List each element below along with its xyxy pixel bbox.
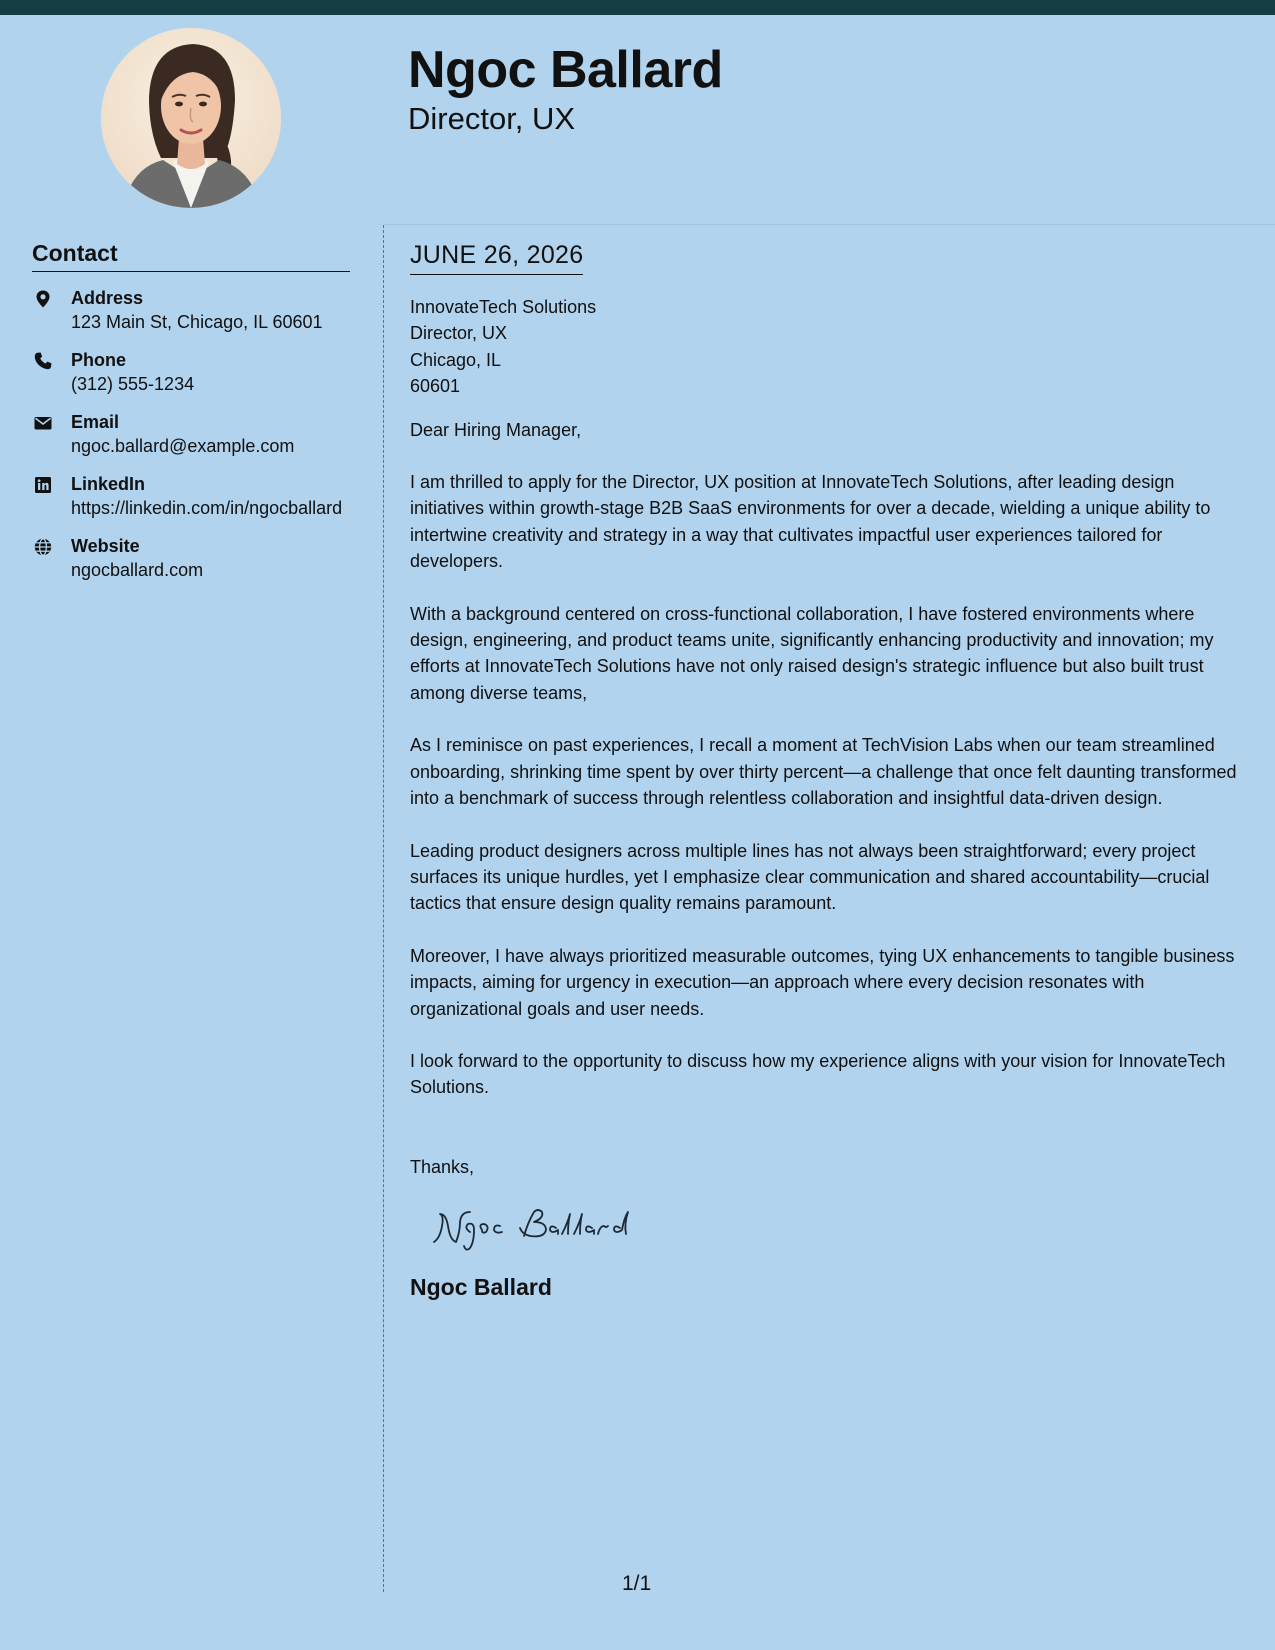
contact-item-phone — [32, 348, 350, 396]
letter-paragraph: I look forward to the opportunity to discuss how my experience aligns with your vision for InnovateTech Solutions. — [410, 1050, 1226, 1098]
linkedin-value[interactable]: https://linkedin.com/in/ngocballard — [71, 497, 343, 518]
contact-item-address — [32, 286, 350, 334]
candidate-name: Ngoc Ballard — [408, 41, 723, 99]
contact-heading: Contact — [32, 240, 350, 272]
email-value[interactable]: ngoc.ballard@example.com — [71, 435, 295, 456]
contact-label: LinkedIn — [71, 473, 146, 494]
contact-label: Email — [71, 411, 120, 432]
recipient-position: Director, UX — [410, 323, 508, 344]
salutation: Dear Hiring Manager, — [410, 419, 582, 440]
page-number: 1/1 — [622, 1572, 652, 1595]
contact-list — [32, 286, 350, 582]
contact-label: Phone — [71, 349, 127, 370]
letter-paragraph: With a background centered on cross-functional collaboration, I have fostered environments where design, engineering, and product teams unite, significantly enhancing productivity and innovation; my efforts at InnovateTech Solutions have not only raised design's strategic influence but also built trust among diverse teams, — [410, 603, 1214, 703]
website-value[interactable]: ngocballard.com — [71, 559, 204, 580]
column-divider — [383, 225, 384, 1592]
linkedin-icon — [33, 475, 53, 495]
candidate-title: Director, UX — [408, 101, 576, 136]
recipient-city: Chicago, IL — [410, 349, 502, 370]
map-pin-icon — [33, 289, 53, 309]
signed-name: Ngoc Ballard — [410, 1274, 552, 1301]
letter-paragraph: Moreover, I have always prioritized measurable outcomes, tying UX enhancements to tangible business impacts, aiming for urgency in execution—an approach where every decision resonates with organizational goals and user needs. — [410, 945, 1235, 1019]
contact-item-website — [32, 534, 350, 582]
letter-paragraph: As I reminisce on past experiences, I recall a moment at TechVision Labs when our team streamlined onboarding, shrinking time spent by over thirty percent—a challenge that once felt daunting transformed into a benchmark of success through relentless collaboration and insightful data-driven design. — [410, 735, 1237, 809]
recipient-block — [410, 294, 1250, 400]
top-bar — [0, 0, 1275, 15]
handwritten-signature — [430, 1202, 1250, 1254]
recipient-company: InnovateTech Solutions — [410, 297, 597, 317]
closing: Thanks, — [410, 1156, 475, 1177]
address-value: 123 Main St, Chicago, IL 60601 — [71, 311, 323, 332]
cover-letter — [410, 240, 1250, 1301]
letter-paragraph: I am thrilled to apply for the Director, UX position at InnovateTech Solutions, after leading design initiatives within growth-stage B2B SaaS environments for over a decade, wielding a unique ability to intertwine creativity and strategy in a way that cultivates impactful user experiences tailored for developers. — [410, 472, 1211, 572]
phone-value: (312) 555-1234 — [71, 373, 195, 394]
letter-paragraph: Leading product designers across multiple lines has not always been straightforward; every project surfaces its unique hurdles, yet I emphasize clear communication and shared accountability—crucial tactics that ensure design quality remains paramount. — [410, 840, 1210, 914]
contact-label: Address — [71, 287, 144, 308]
contact-sidebar — [32, 240, 350, 596]
globe-icon — [33, 537, 53, 557]
letter-date: JUNE 26, 2026 — [410, 240, 583, 275]
contact-item-email — [32, 410, 350, 458]
contact-item-linkedin — [32, 472, 350, 520]
contact-label: Website — [71, 535, 140, 556]
recipient-zip: 60601 — [410, 376, 461, 397]
profile-photo — [101, 28, 281, 208]
header-divider — [384, 224, 1275, 225]
envelope-icon — [33, 413, 53, 433]
phone-icon — [33, 351, 53, 371]
